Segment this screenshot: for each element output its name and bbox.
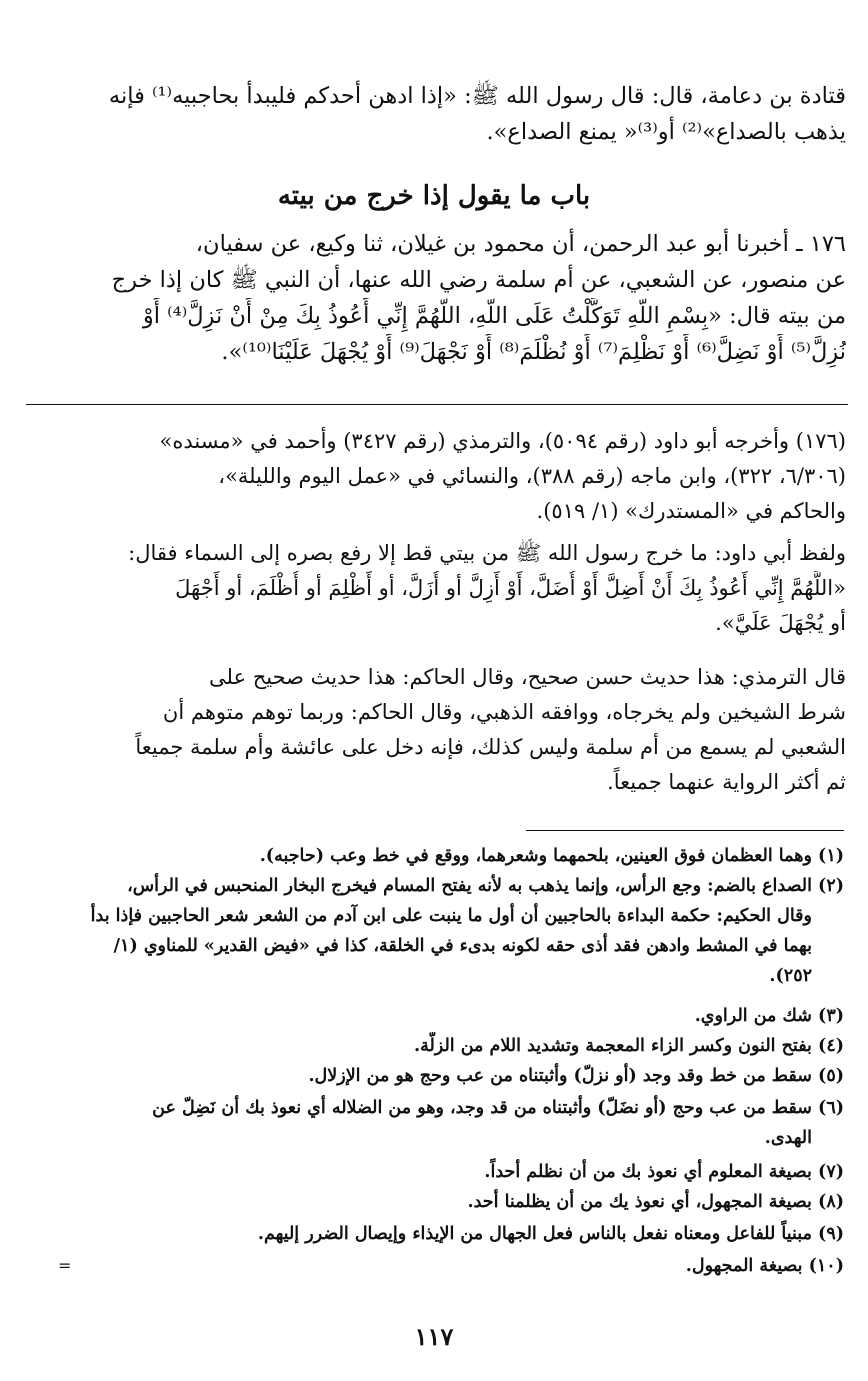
text-line: «اللَّهُمَّ إِنِّي أَعُوذُ بِكَ أَنْ أَضِلَّ أَوْ أُضَلَّ، أَوْ أَزِلَّ أو أُزَلَّ، أو أَظْلِمَ أو أُظْلَمَ، أو أَجْهَلَ [175, 576, 846, 600]
footnote: (٢) الصداع بالضم: وجع الرأس، وإنما يذهب به لأنه يفتح المسام فيخرج البخار المنحبس في الرأس، [127, 876, 844, 896]
page-number: ١١٧ [414, 1322, 454, 1351]
footnote-continuation: وقال الحكيم: حكمة البداءة بالحاجبين أن أول ما ينبت على ابن آدم من الشعر شعر الحاجبين فإذا بدأ [90, 906, 812, 926]
footnote-separator [526, 830, 844, 831]
footnote: (٣) شك من الراوي. [694, 1006, 844, 1026]
margin-mark: = [58, 1256, 72, 1275]
footnote: (١٠) بصيغة المجهول. [685, 1256, 844, 1276]
chapter-title: باب ما يقول إذا خرج من بيته [277, 181, 591, 211]
footnote-continuation: الهدى. [764, 1128, 812, 1148]
footnote-continuation: بهما في المشط وادهن فقد أذى حقه لكونه بدىء في الخلقة، كذا في «فيض القدير» للمناوي (١/ [113, 936, 812, 956]
text-line: يذهب بالصداع»⁽²⁾ أو⁽³⁾« يمنع الصداع». [486, 119, 846, 145]
text-line: الشعبي لم يسمع من أم سلمة وليس كذلك، فإنه دخل على عائشة وأم سلمة جميعاً [135, 735, 846, 759]
separator-line [26, 404, 848, 405]
grading-text [26, 660, 846, 800]
footnote: (٤) بفتح النون وكسر الزاء المعجمة وتشديد اللام من الزلّة. [413, 1036, 844, 1056]
footnote: (٦) سقط من عب وحج (أو نضَلّ) وأثبتناه من قد وجد، وهو من الضلاله أي نعوذ بك أن نَضِلّ عن [152, 1098, 844, 1118]
footnote: (٧) بصيغة المعلوم أي نعوذ بك من أن نظلم أحداً. [484, 1162, 844, 1182]
text-line: ثم أكثر الرواية عنهما جميعاً. [607, 770, 846, 794]
text-line: من بيته قال: «بِسْمِ اللَّهِ تَوَكَّلْتُ عَلَى اللَّهِ، اللَّهُمَّ إِنِّي أَعُوذُ بِكَ مِنْ أَنْ نَزِلَّ⁽⁴⁾ أَوْ [142, 303, 846, 329]
takhrij-section [26, 424, 846, 529]
main-text-top [26, 78, 846, 150]
abu-dawud-wording [26, 536, 846, 641]
text-line: عن منصور، عن الشعبي، عن أم سلمة رضي الله عنها، أن النبي ﷺ كان إذا خرج [111, 267, 846, 293]
footnote: (٨) بصيغة المجهول، أي نعوذ يك من أن يظلمنا أحد. [467, 1192, 844, 1212]
footnote: (١) وهما العظمان فوق العينين، بلحمهما وشعرهما، ووقع في خط وعب (حاجبه). [259, 846, 844, 866]
text-line: ولفظ أبي داود: ما خرج رسول الله ﷺ من بيتي قط إلا رفع بصره إلى السماء فقال: [128, 541, 846, 565]
text-line: قتادة بن دعامة، قال: قال رسول الله ﷺ: «إذا ادهن أحدكم فليبدأ بحاجبيه⁽¹⁾ فإنه [108, 83, 846, 109]
text-line: شرط الشيخين ولم يخرجاه، ووافقه الذهبي، وقال الحاكم: وربما توهم متوهم أن [162, 700, 846, 724]
text-line: (١٧٦) وأخرجه أبو داود (رقم ٥٠٩٤)، والترمذي (رقم ٣٤٢٧) وأحمد في «مسنده» [159, 429, 846, 453]
footnote: (٥) سقط من خط وقد وجد (أو نزلّ) وأثبتناه من عب وحج هو من الإزلال. [308, 1066, 844, 1086]
footnote: (٩) مبنياً للفاعل ومعناه نفعل بالناس فعل الجهال من الإيذاء وإيصال الضرر إليهم. [257, 1224, 844, 1244]
text-line: (٦/٣٠٦، ٣٢٢)، وابن ماجه (رقم ٣٨٨)، والنسائي في «عمل اليوم والليلة»، [218, 464, 846, 488]
text-line: ١٧٦ ـ أخبرنا أبو عبد الرحمن، أن محمود بن غيلان، ثنا وكيع، عن سفيان، [195, 231, 846, 257]
text-line: نُزِلَّ⁽⁵⁾ أَوْ نَضِلَّ⁽⁶⁾ أَوْ نَظْلِمَ⁽⁷⁾ أَوْ نُظْلَمَ⁽⁸⁾ أَوْ نَجْهَلَ⁽⁹⁾ أَوْ يُجْهَلَ عَلَيْنَا⁽¹⁰⁾». [221, 339, 846, 365]
text-line: والحاكم في «المستدرك» (١/ ٥١٩). [536, 499, 846, 523]
text-line: أو يُجْهَلَ عَلَيَّ». [715, 611, 846, 635]
text-line: قال الترمذي: هذا حديث حسن صحيح، وقال الحاكم: هذا حديث صحيح على [209, 665, 846, 689]
hadith-text [26, 226, 846, 370]
footnote-continuation: ٢٥٢). [769, 966, 812, 986]
